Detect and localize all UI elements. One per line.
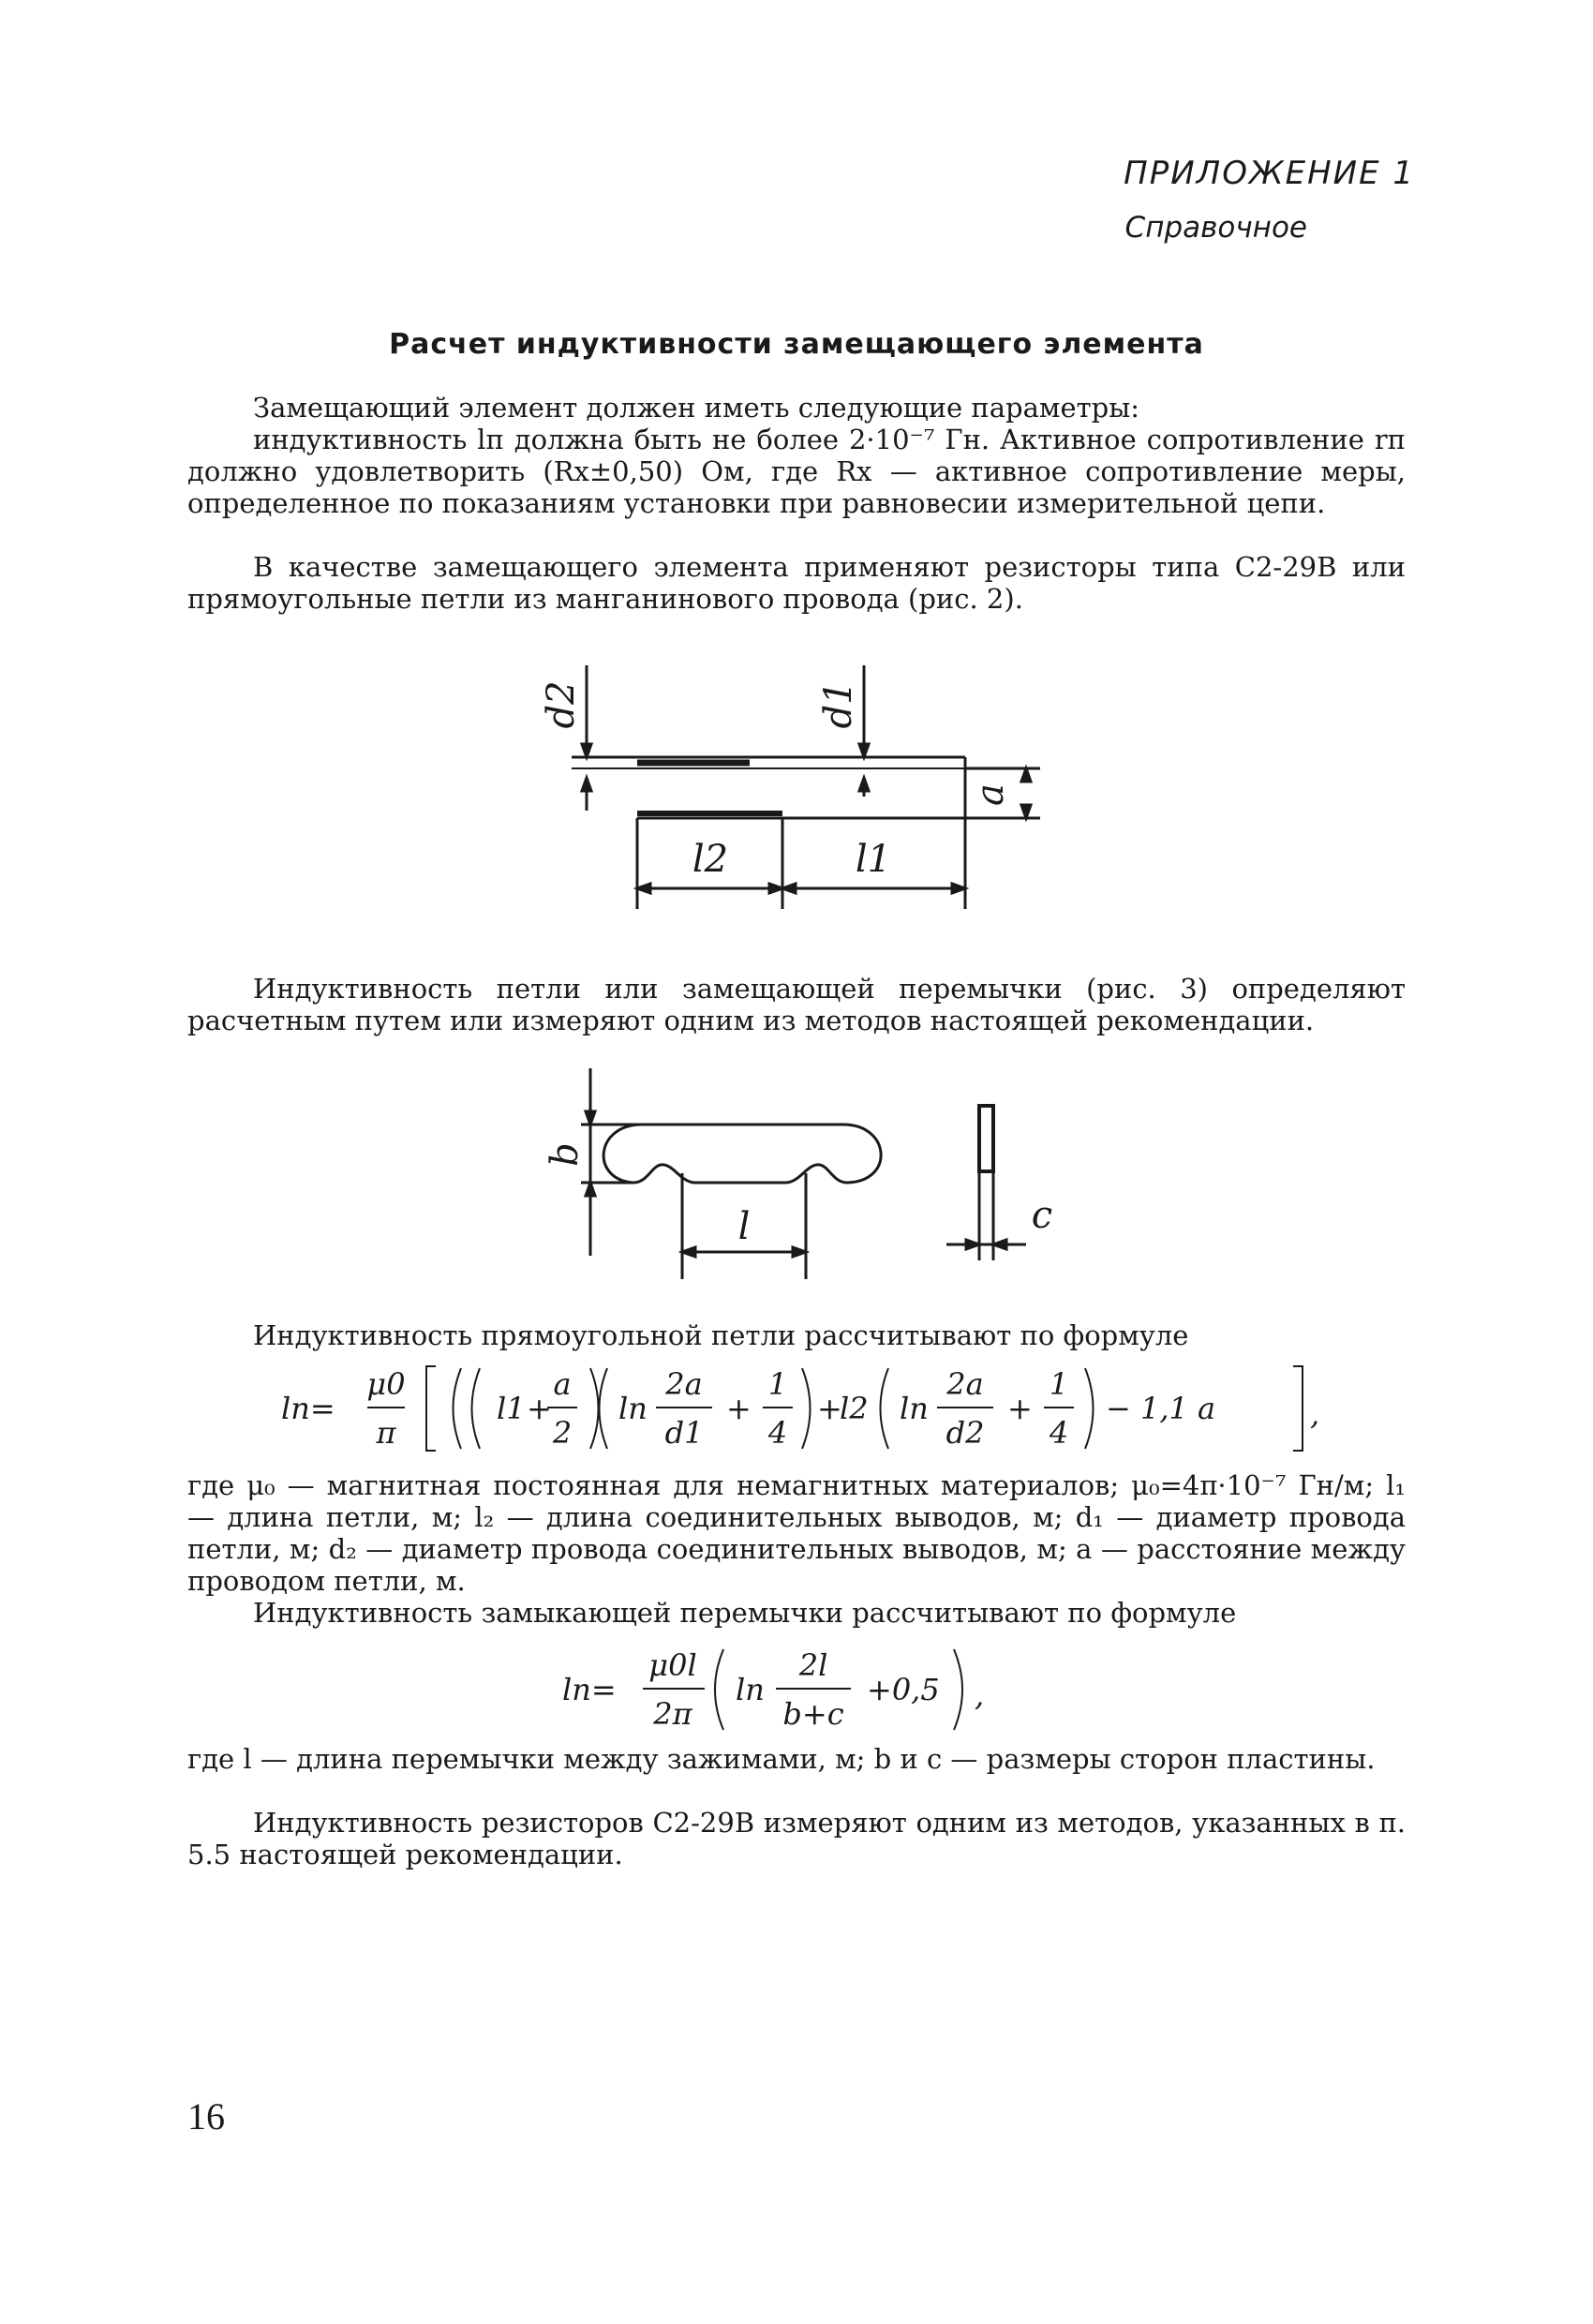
f1-one-1: 1 — [767, 1366, 788, 1402]
f1-l1: l1 — [497, 1391, 526, 1426]
page-number: 16 — [187, 2095, 225, 2138]
f1-l2: l2 — [840, 1391, 869, 1426]
f2-tail: +0,5 — [867, 1672, 940, 1707]
f1-d1: d1 — [664, 1415, 704, 1451]
f1-comma: , — [1310, 1396, 1320, 1432]
figure-2-loop-diagram — [534, 647, 1059, 928]
label-b: b — [543, 1142, 587, 1167]
label-c: c — [1031, 1194, 1053, 1237]
formula-loop-inductance — [281, 1357, 1359, 1460]
f1-d2: d2 — [945, 1415, 985, 1451]
paragraph-9: Индуктивность резисторов С2-29В измеряют одним из методов, указанных в п. 5.5 настоящей рекомендации. — [187, 1807, 1406, 1870]
appendix-subtitle: Справочное — [1124, 211, 1307, 245]
f1-four-2: 4 — [1049, 1415, 1069, 1451]
f1-plus4: + — [1007, 1391, 1033, 1426]
label-l1: l1 — [855, 838, 892, 881]
paragraph-6: где μ₀ — магнитная постоянная для немагнитных материалов; μ₀=4π·10⁻⁷ Гн/м; l₁ — длина петли, м; l₂ — длина соединительных выводов, м; d₁ — диаметр провода петли, м; d₂ — диаметр провода соединительных выводов, м; a — расстояние между проводом петли, м. — [187, 1469, 1406, 1597]
f2-b-c: b+c — [782, 1696, 844, 1732]
paragraph-7: Индуктивность замыкающей перемычки рассчитывают по формуле — [253, 1597, 1237, 1629]
f2-lhs: lп= — [562, 1672, 617, 1707]
f1-tail: − 1,1 a — [1106, 1391, 1216, 1426]
label-d1: d1 — [817, 680, 860, 729]
f1-lhs: lп= — [281, 1391, 335, 1426]
f1-ln2: ln — [900, 1391, 929, 1426]
figure-3-jumper-diagram — [543, 1068, 1106, 1284]
f1-a-num: a — [553, 1366, 572, 1402]
label-l2: l2 — [692, 838, 729, 881]
paragraph-5: Индуктивность прямоугольной петли рассчитывают по формуле — [253, 1319, 1189, 1351]
f2-comma: , — [975, 1677, 985, 1713]
paragraph-2: индуктивность lп должна быть не более 2·10⁻⁷ Гн. Активное сопротивление rп должно удовлетворить (Rx±0,50) Ом, где Rx — активное сопротивление меры, определенное по показаниям установки при равновесии измерительной цепи. — [187, 424, 1406, 519]
f1-one-2: 1 — [1049, 1366, 1069, 1402]
f1-2a-1: 2a — [665, 1366, 703, 1402]
f1-ln1: ln — [618, 1391, 648, 1426]
f2-two-l: 2l — [798, 1647, 828, 1683]
f2-ln: ln — [736, 1672, 765, 1707]
section-title: Расчет индуктивности замещающего элемента — [389, 328, 1204, 361]
appendix-heading: ПРИЛОЖЕНИЕ 1 — [1124, 155, 1415, 192]
paragraph-1: Замещающий элемент должен иметь следующие параметры: — [253, 392, 1140, 424]
formula-jumper-inductance — [562, 1638, 1050, 1741]
paragraph-8: где l — длина перемычки между зажимами, м; b и c — размеры сторон пластины. — [187, 1743, 1376, 1775]
f1-pi: π — [376, 1415, 396, 1451]
f1-plus3: + — [817, 1391, 842, 1426]
label-d2: d2 — [540, 680, 583, 729]
f1-four-1: 4 — [767, 1415, 788, 1451]
f1-two: 2 — [552, 1415, 573, 1451]
f1-2a-2: 2a — [946, 1366, 984, 1402]
paragraph-3: В качестве замещающего элемента применяют резисторы типа С2-29В или прямоугольные петли из манганинового провода (рис. 2). — [187, 551, 1406, 615]
f1-mu0: μ0 — [366, 1366, 406, 1402]
f2-den: 2π — [653, 1696, 692, 1732]
paragraph-4: Индуктивность петли или замещающей перемычки (рис. 3) определяют расчетным путем или измеряют одним из методов настоящей рекомендации. — [187, 973, 1406, 1036]
f2-num: μ0l — [648, 1647, 697, 1683]
f1-plus1: + — [527, 1391, 552, 1426]
f1-plus2: + — [726, 1391, 752, 1426]
label-l: l — [737, 1205, 751, 1248]
label-a: a — [969, 783, 1012, 806]
